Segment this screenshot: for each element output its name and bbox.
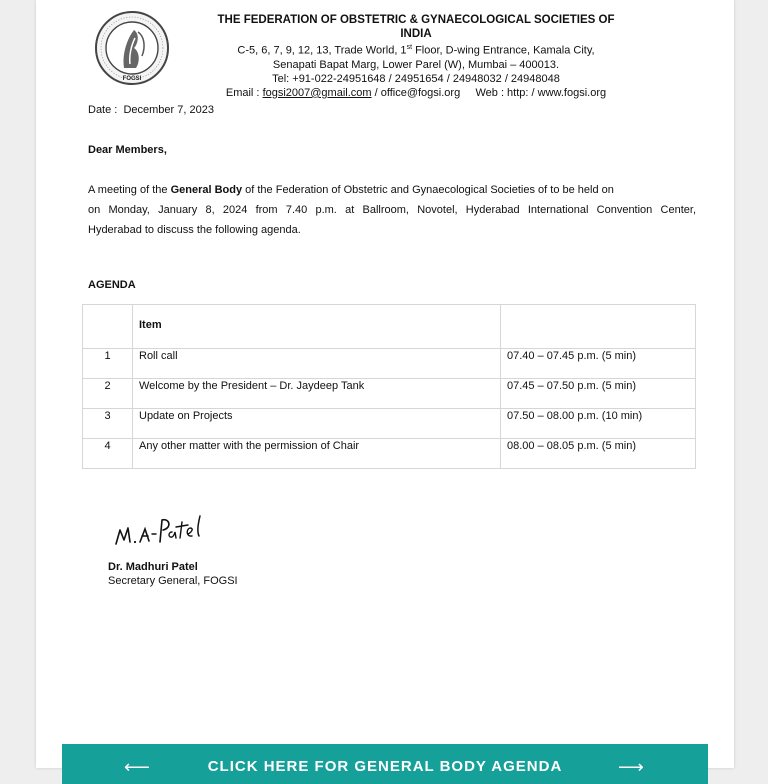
row-time: 07.50 – 08.00 p.m. (10 min) [501, 409, 696, 439]
row-time: 07.40 – 07.45 p.m. (5 min) [501, 349, 696, 379]
table-row [83, 349, 696, 379]
fogsi-seal-logo [94, 10, 170, 86]
agenda-title: AGENDA [88, 279, 136, 291]
arrow-left-icon: ⟵ [124, 757, 150, 777]
letterhead [206, 13, 626, 100]
contact-line: Email : fogsi2007@gmail.com / office@fogsi.org Web : http: / www.fogsi.org [225, 86, 607, 99]
row-item: Any other matter with the permission of Chair [133, 439, 501, 469]
banner-label: CLICK HERE FOR GENERAL BODY AGENDA [207, 758, 563, 775]
row-item: Update on Projects [133, 409, 501, 439]
website-text: Web : http: / www.fogsi.org [460, 86, 607, 99]
row-item: Welcome by the President – Dr. Jaydeep Tank [133, 379, 501, 409]
phone-line: Tel: +91-022-24951648 / 24951654 / 24948032 / 24948048 [272, 72, 560, 85]
row-number: 3 [83, 409, 133, 439]
notice-line-1: A meeting of the General Body of the Federation of Obstetric and Gynaecological Societies of to be held on [88, 184, 614, 196]
logo-text: FOGSI [122, 76, 142, 82]
signatory-name: Dr. Madhuri Patel [108, 561, 198, 573]
address-line-2: Senapati Bapat Marg, Lower Parel (W), Mumbai – 400013. [272, 58, 560, 71]
header-num-cell [83, 305, 133, 349]
row-number: 1 [83, 349, 133, 379]
row-time: 08.00 – 08.05 p.m. (5 min) [501, 439, 696, 469]
notice-line-3: Hyderabad to discuss the following agenda. [88, 224, 301, 236]
row-time: 07.45 – 07.50 p.m. (5 min) [501, 379, 696, 409]
address-line-1: C-5, 6, 7, 9, 12, 13, Trade World, 1st Floor, D-wing Entrance, Kamala City, [237, 44, 595, 57]
notice-line-2: on Monday, January 8, 2024 from 7.40 p.m. at Ballroom, Novotel, Hyderabad International Convention Center, [88, 204, 696, 216]
agenda-table [82, 304, 696, 469]
row-number: 4 [83, 439, 133, 469]
row-number: 2 [83, 379, 133, 409]
signatory-block [108, 560, 238, 588]
meeting-notice [88, 180, 696, 240]
table-row [83, 379, 696, 409]
arrow-right-icon: ⟶ [618, 757, 644, 777]
org-name: THE FEDERATION OF OBSTETRIC & GYNAECOLOGICAL SOCIETIES OF INDIA [217, 14, 615, 40]
header-item-cell: Item [133, 305, 501, 349]
letter-date: Date : December 7, 2023 [88, 104, 214, 116]
agenda-header-row [83, 305, 696, 349]
signatory-title: Secretary General, FOGSI [108, 575, 238, 587]
salutation: Dear Members, [88, 144, 167, 156]
document-page [36, 0, 734, 768]
general-body-agenda-banner[interactable] [62, 744, 708, 784]
header-time-cell [501, 305, 696, 349]
table-row [83, 439, 696, 469]
email-link[interactable]: fogsi2007@gmail.com [262, 86, 372, 99]
row-item: Roll call [133, 349, 501, 379]
handwritten-signature [112, 508, 212, 554]
table-row [83, 409, 696, 439]
